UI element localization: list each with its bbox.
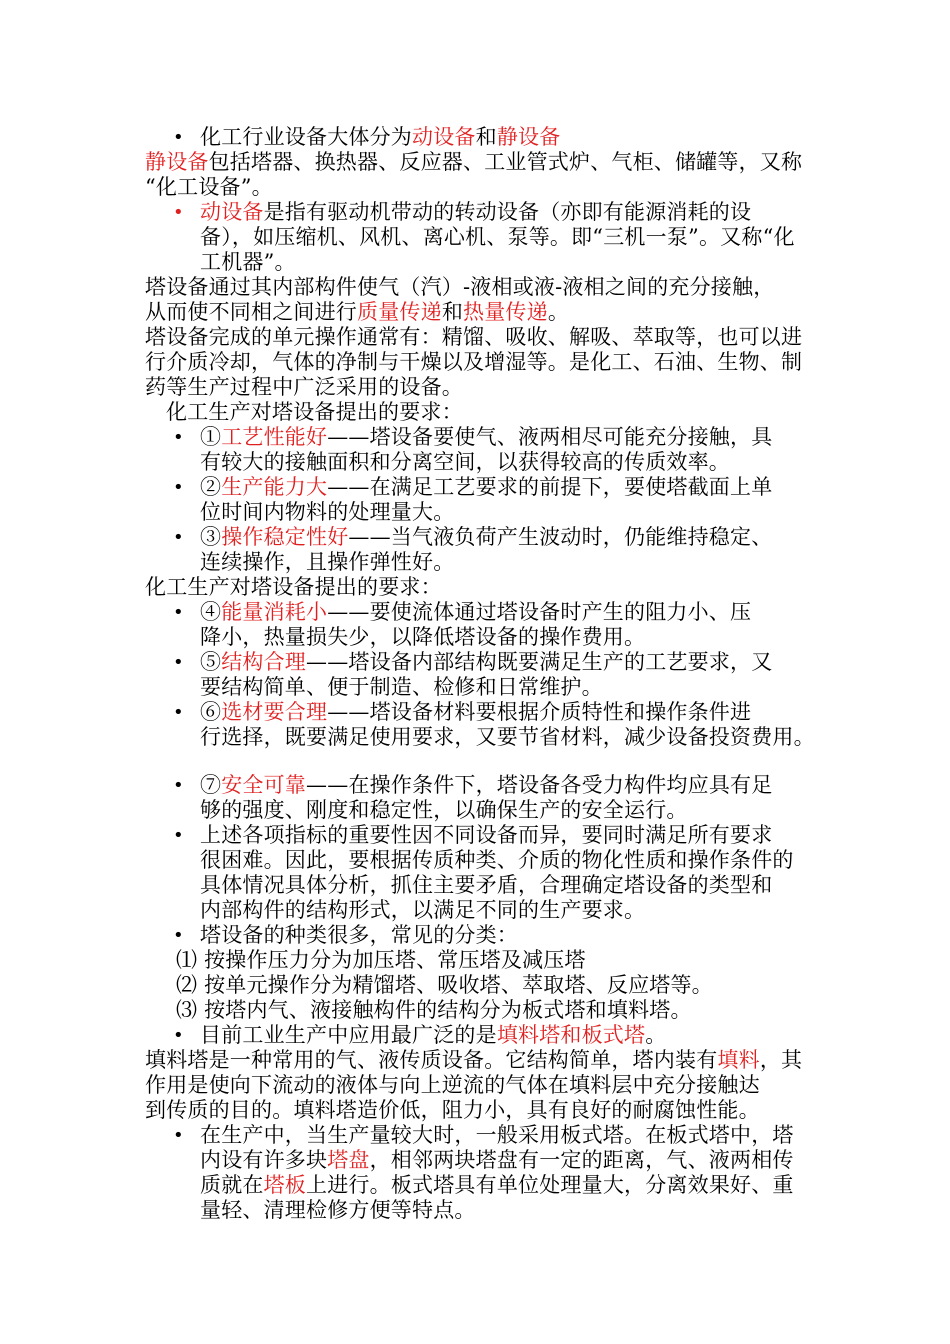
text-run: 很困难。因此，要根据传质种类、介质的物化性质和操作条件的 xyxy=(200,848,794,872)
text-run: ，相邻两块塔盘有一定的距离，气、液两相传 xyxy=(369,1148,794,1172)
text-run: ，其 xyxy=(759,1048,803,1072)
text-run: 化工行业设备大体分为 xyxy=(200,125,412,149)
text-run: 从而使不同相之间进行 xyxy=(145,300,357,324)
highlighted-term: 动设备 xyxy=(412,125,476,149)
text-line xyxy=(200,823,772,848)
text-line xyxy=(145,375,463,400)
text-run: 。 xyxy=(547,300,570,324)
text-run: ⑵ 按单元操作分为精馏塔、吸收塔、萃取塔、反应塔等。 xyxy=(176,973,713,997)
text-run: 行介质冷却，气体的净制与干燥以及增湿等。是化工、石油、生物、制 xyxy=(145,350,803,374)
text-line xyxy=(166,400,463,425)
text-line xyxy=(200,250,296,275)
text-run: 连续操作，且操作弹性好。 xyxy=(200,550,455,574)
bullet-marker: • xyxy=(173,1125,184,1146)
highlighted-term: 静设备 xyxy=(496,125,561,149)
highlighted-term: 塔盘 xyxy=(327,1148,370,1172)
text-run: 行选择，既要满足使用要求，又要节省材料，减少设备投资费用。 xyxy=(200,725,815,749)
text-run: ③ xyxy=(200,525,222,549)
highlighted-term: 填料塔和板式塔 xyxy=(496,1023,646,1047)
text-run: 塔设备的种类很多，常见的分类： xyxy=(200,923,518,947)
bullet-marker: • xyxy=(173,775,184,796)
text-line xyxy=(145,325,802,350)
text-line xyxy=(200,625,645,650)
text-run: 到传质的目的。填料塔造价低，阻力小，具有良好的耐腐蚀性能。 xyxy=(145,1098,760,1122)
text-run: ④ xyxy=(200,600,222,624)
text-run: 。 xyxy=(645,1023,667,1047)
text-line xyxy=(200,425,772,450)
highlighted-term: 生产能力大 xyxy=(221,475,328,499)
text-line xyxy=(200,650,772,675)
highlighted-term: 质量传递 xyxy=(357,300,442,324)
text-run: ——塔设备材料要根据介质特性和操作条件进 xyxy=(327,700,752,724)
text-line xyxy=(145,350,802,375)
bullet-marker: • xyxy=(173,702,184,723)
text-line xyxy=(200,848,794,873)
text-run: 作用是使向下流动的液体与向上逆流的气体在填料层中充分接触达 xyxy=(145,1073,760,1097)
text-run: ② xyxy=(200,475,222,499)
text-run: ——要使流体通过塔设备时产生的阻力小、压 xyxy=(327,600,752,624)
text-line xyxy=(145,575,442,600)
text-line xyxy=(176,973,713,998)
text-line xyxy=(200,550,454,575)
text-run: 药等生产过程中广泛采用的设备。 xyxy=(145,375,463,399)
text-run: ——塔设备要使气、液两相尽可能充分接触，具 xyxy=(327,425,773,449)
text-run: 要结构简单、便于制造、检修和日常维护。 xyxy=(200,675,603,699)
text-run: 和 xyxy=(475,125,497,149)
text-line xyxy=(200,898,645,923)
highlighted-term: 热量传递 xyxy=(463,300,548,324)
highlighted-term: 操作稳定性好 xyxy=(221,525,349,549)
text-line xyxy=(200,725,815,750)
bullet-marker: • xyxy=(173,925,184,946)
highlighted-term: 填料 xyxy=(717,1048,760,1072)
text-run: ⑤ xyxy=(200,650,222,674)
text-line xyxy=(145,1073,760,1098)
highlighted-term: 静设备 xyxy=(145,150,209,174)
highlighted-term: 动设备 xyxy=(200,200,264,224)
highlighted-term: 塔板 xyxy=(263,1173,307,1197)
bullet-marker: • xyxy=(173,825,184,846)
text-run: ⑥ xyxy=(200,700,222,724)
text-line xyxy=(145,300,569,325)
text-run: 降小，热量损失少，以降低塔设备的操作费用。 xyxy=(200,625,646,649)
text-line xyxy=(145,275,774,300)
text-run: ⑴ 按操作压力分为加压塔、常压塔及减压塔 xyxy=(176,948,586,972)
text-run: ——在满足工艺要求的前提下，要使塔截面上单 xyxy=(327,475,773,499)
text-run: 备），如压缩机、风机、离心机、泵等。即“三机一泵”。又称“化 xyxy=(200,225,795,249)
text-run: ① xyxy=(200,425,222,449)
text-line xyxy=(200,873,772,898)
text-run: 是指有驱动机带动的转动设备（亦即有能源消耗的设 xyxy=(263,200,752,224)
text-line xyxy=(200,1148,794,1173)
bullet-marker: • xyxy=(173,652,184,673)
text-run: ——在操作条件下，塔设备各受力构件均应具有足 xyxy=(306,773,773,797)
text-run: 化工生产对塔设备提出的要求： xyxy=(166,400,463,424)
text-run: 工机器”。 xyxy=(200,250,296,274)
text-line xyxy=(200,1173,794,1198)
text-run: 填料塔是一种常用的气、液传质设备。它结构简单，塔内装有 xyxy=(145,1048,718,1072)
text-line xyxy=(200,200,751,225)
text-line xyxy=(200,1023,666,1048)
text-run: “化工设备”。 xyxy=(145,175,273,199)
text-run: 够的强度、刚度和稳定性，以确保生产的安全运行。 xyxy=(200,798,688,822)
text-run: ⑦ xyxy=(200,773,222,797)
text-line xyxy=(200,475,772,500)
text-line xyxy=(200,798,688,823)
text-line xyxy=(200,525,772,550)
bullet-marker: • xyxy=(173,427,184,448)
text-line xyxy=(200,700,751,725)
text-run: 塔设备通过其内部构件使气（汽）-液相或液-液相之间的充分接触， xyxy=(145,275,775,299)
highlighted-term: 结构合理 xyxy=(221,650,307,674)
text-line xyxy=(200,600,751,625)
text-line xyxy=(176,998,692,1023)
text-line xyxy=(145,150,802,175)
text-line xyxy=(200,675,603,700)
text-run: 质就在 xyxy=(200,1173,264,1197)
text-run: ——当气液负荷产生波动时，仍能维持稳定、 xyxy=(348,525,773,549)
text-run: 化工生产对塔设备提出的要求： xyxy=(145,575,442,599)
highlighted-term: 选材要合理 xyxy=(221,700,328,724)
bullet-marker: • xyxy=(173,1025,184,1046)
bullet-marker: • xyxy=(173,602,184,623)
text-line xyxy=(200,125,560,150)
text-run: 量轻、清理检修方便等特点。 xyxy=(200,1198,476,1222)
text-run: 内设有许多块 xyxy=(200,1148,328,1172)
text-run: 有较大的接触面积和分离空间，以获得较高的传质效率。 xyxy=(200,450,730,474)
text-run: 位时间内物料的处理量大。 xyxy=(200,500,455,524)
text-run: 在生产中，当生产量较大时，一般采用板式塔。在板式塔中，塔 xyxy=(200,1123,794,1147)
text-run: 和 xyxy=(441,300,464,324)
bullet-marker: • xyxy=(173,477,184,498)
text-line xyxy=(145,175,273,200)
bullet-marker: • xyxy=(173,127,184,148)
text-run: ⑶ 按塔内气、液接触构件的结构分为板式塔和填料塔。 xyxy=(176,998,692,1022)
text-line xyxy=(200,1123,794,1148)
text-run: 包括塔器、换热器、反应器、工业管式炉、气柜、储罐等，又称 xyxy=(208,150,803,174)
text-run: ——塔设备内部结构既要满足生产的工艺要求，又 xyxy=(306,650,773,674)
text-line xyxy=(145,1098,760,1123)
bullet-marker: • xyxy=(173,202,184,223)
text-line xyxy=(200,450,730,475)
text-line xyxy=(200,773,772,798)
text-run: 上述各项指标的重要性因不同设备而异，要同时满足所有要求 xyxy=(200,823,773,847)
text-run: 目前工业生产中应用最广泛的是 xyxy=(200,1023,497,1047)
text-line xyxy=(176,948,586,973)
text-line xyxy=(200,923,518,948)
text-line xyxy=(200,500,454,525)
highlighted-term: 能量消耗小 xyxy=(221,600,328,624)
text-run: 具体情况具体分析，抓住主要矛盾，合理确定塔设备的类型和 xyxy=(200,873,773,897)
highlighted-term: 安全可靠 xyxy=(221,773,307,797)
text-run: 塔设备完成的单元操作通常有：精馏、吸收、解吸、萃取等，也可以进 xyxy=(145,325,803,349)
text-line xyxy=(200,225,795,250)
text-line xyxy=(200,1198,476,1223)
highlighted-term: 工艺性能好 xyxy=(221,425,328,449)
bullet-marker: • xyxy=(173,527,184,548)
text-line xyxy=(145,1048,802,1073)
text-run: 上进行。板式塔具有单位处理量大，分离效果好、重 xyxy=(306,1173,794,1197)
text-run: 内部构件的结构形式，以满足不同的生产要求。 xyxy=(200,898,646,922)
